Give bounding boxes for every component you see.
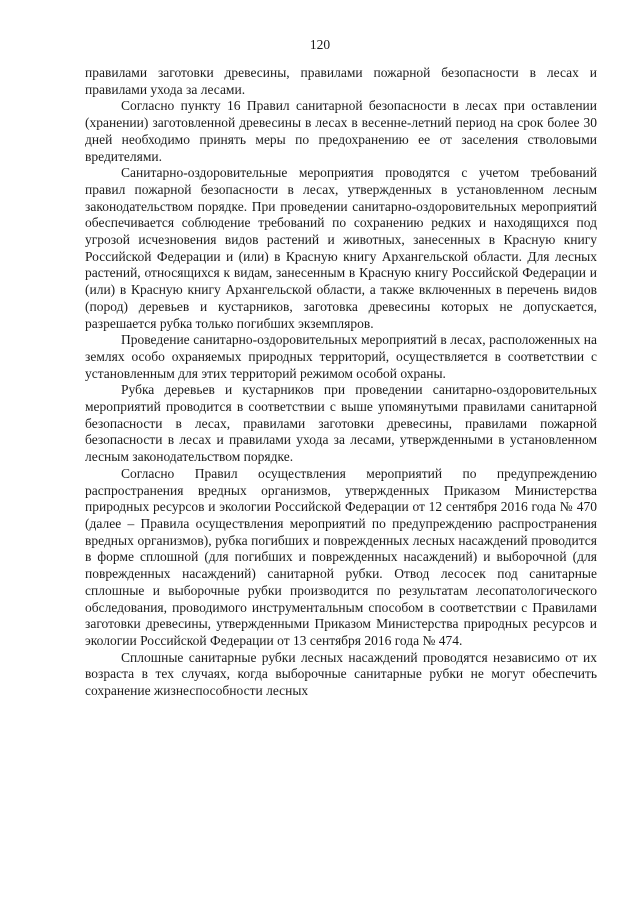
paragraph-clear-cuts: Сплошные санитарные рубки лесных насаждений проводятся независимо от их возраста в тех случаях, когда выборочные санитарные рубки не могут обеспечить сохранение жизнеспособности лесных: [85, 649, 597, 699]
paragraph-protected-territories: Проведение санитарно-оздоровительных мероприятий в лесах, расположенных на землях особо охраняемых природных территорий, осуществляется в соответствии с установленным для этих территорий режимом особой охраны.: [85, 332, 597, 381]
body-text: [85, 65, 597, 700]
paragraph-cutting-rules: Рубка деревьев и кустарников при проведении санитарно-оздоровительных мероприятий проводится в соответствии с выше упомянутыми правилами санитарной безопасности в лесах, правилами заготовки древесины, правилами пожарной безопасности в лесах и правилами ухода за лесами, утвержденными в установленном лесным законодательством порядке.: [85, 382, 597, 465]
paragraph-continuation: правилами заготовки древесины, правилами пожарной безопасности в лесах и правилами ухода за лесами.: [85, 65, 597, 97]
paragraph-sanitary-measures: Санитарно-оздоровительные мероприятия проводятся с учетом требований правил пожарной безопасности в лесах, утвержденных в установленном лесным законодательством порядке. При проведении санитарно-оздоровительных мероприятий обеспечивается соблюдение требований по сохранению редких и находящихся под угрозой исчезновения видов растений и животных, занесенных в Красную книгу Российской Федерации и (или) в Красную книгу Архангельской области. Для лесных растений, относящихся к видам, занесенным в Красную книгу Российской Федерации и (или) в Красную книгу Архангельской области, а также включенных в перечень видов (пород) деревьев и кустарников, заготовка древесины которых не допускается, разрешается рубка только погибших экземпляров.: [85, 165, 597, 331]
paragraph-storage-rules: Согласно пункту 16 Правил санитарной безопасности в лесах при оставлении (хранении) заготовленной древесины в лесах в весенне-летний период на срок более 30 дней необходимо принять меры по предохранению ее от заселения стволовыми вредителями.: [85, 98, 597, 164]
page-number: 120: [309, 37, 331, 52]
paragraph-pest-prevention: Согласно Правил осуществления мероприятий по предупреждению распространения вредных организмов, утвержденных Приказом Министерства природных ресурсов и экологии Российской Федерации от 12 сентября 2016 года № 470 (далее – Правила осуществления мероприятий по предупреждению распространения вредных организмов), рубка погибших и поврежденных лесных насаждений проводится в форме сплошной (для погибших и поврежденных насаждений) и выборочной (для поврежденных насаждений) санитарной рубки. Отвод лесосек под санитарные сплошные и выборочные рубки производится по результатам лесопатологического обследования, проводимого инструментальным способом в соответствии с Правилами заготовки древесины, утвержденными Приказом Министерства природных ресурсов и экологии Российской Федерации от 13 сентября 2016 года № 474.: [85, 465, 597, 648]
